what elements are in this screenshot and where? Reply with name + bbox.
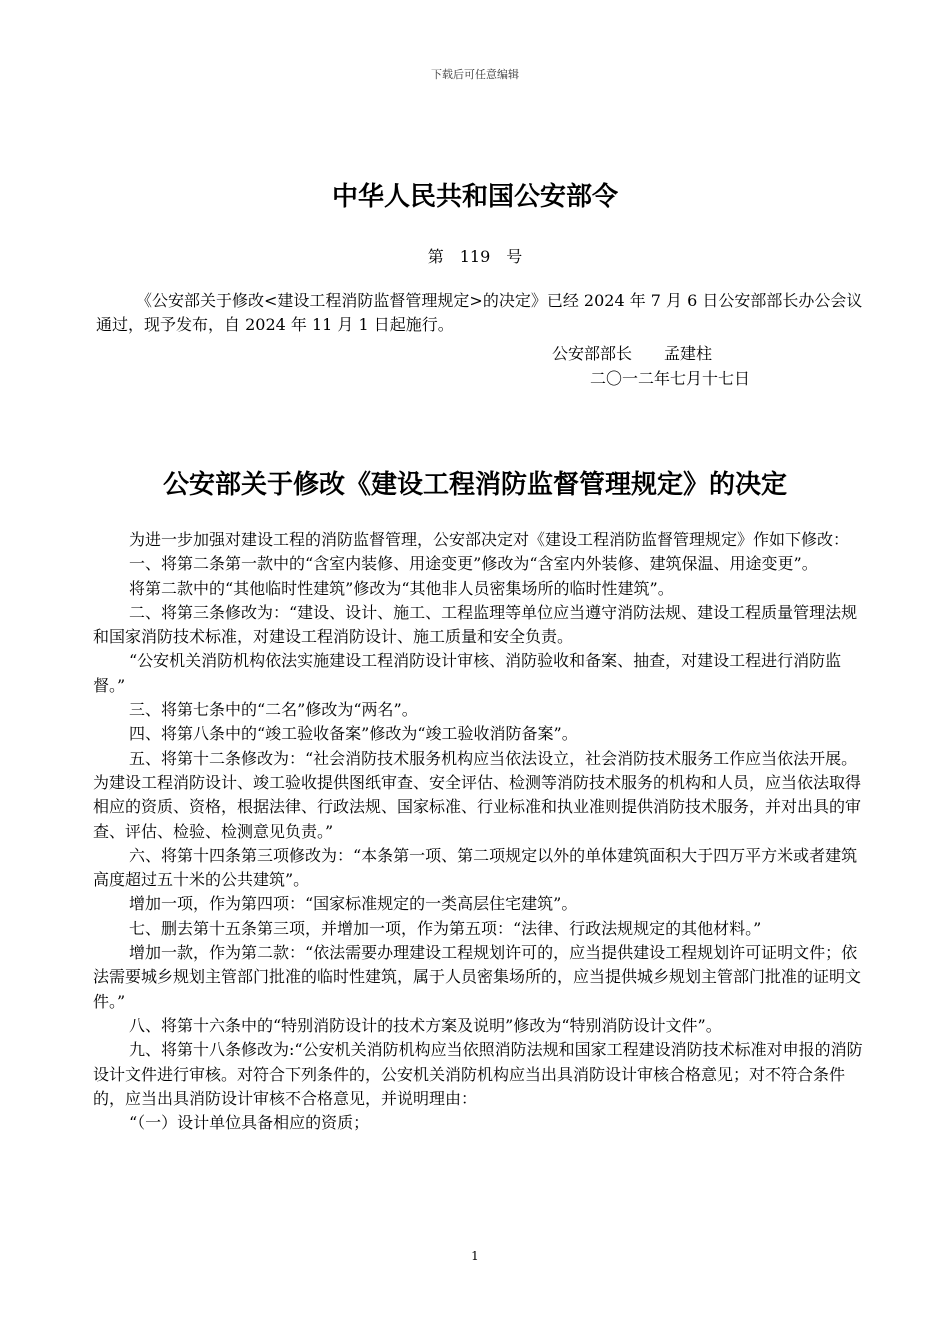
paragraph: 九、将第十八条修改为:“公安机关消防机构应当依照消防法规和国家工程建设消防技术标准对申报的消防设计文件进行审核。对符合下列条件的，公安机关消防机构应当出具消防设计审核合格意见；对不符合条件的，应当出具消防设计审核不合格意见，并说明理由： — [93, 1040, 863, 1108]
promulgation-text: 《公安部关于修改<建设工程消防监督管理规定>的决定》已经 2024 年 7 月 6 日公安部部长办公会议通过，现予发布，自 2024 年 11 月 1 日起施行。 — [96, 291, 863, 334]
decision-body — [93, 528, 871, 1135]
page-number: 1 — [471, 1249, 479, 1263]
paragraph: 六、将第十四条第三项修改为：“本条第一项、第二项规定以外的单体建筑面积大于四万平方米或者建筑高度超过五十米的公共建筑”。 — [93, 845, 858, 890]
paragraph: 七、删去第十五条第三项，并增加一项，作为第五项：“法律、行政法规规定的其他材料。” — [129, 918, 762, 938]
paragraph: 五、将第十二条修改为：“社会消防技术服务机构应当依法设立，社会消防技术服务工作应当依法开展。为建设工程消防设计、竣工验收提供图纸审查、安全评估、检测等消防技术服务的机构和人员，应当依法取得相应的资质、资格，根据法律、行政法规、国家标准、行业标准和执业准则提供消防技术服务，并对出具的审查、评估、检验、检测意见负责。” — [93, 748, 862, 841]
paragraph: 三、将第七条中的“二名”修改为“两名”。 — [129, 700, 418, 720]
sign-date: 二〇一二年七月十七日 — [590, 369, 751, 388]
paragraph: 将第二款中的“其他临时性建筑”修改为“其他非人员密集场所的临时性建筑”。 — [129, 578, 674, 598]
order-title: 中华人民共和国公安部令 — [331, 182, 618, 212]
paragraph: “公安机关消防机构依法实施建设工程消防设计审核、消防验收和备案、抽查，对建设工程进行消防监督。” — [93, 651, 842, 695]
paragraph: 四、将第八条中的“竣工验收备案”修改为“竣工验收消防备案”。 — [129, 724, 578, 744]
paragraph: “（一）设计单位具备相应的资质； — [129, 1113, 370, 1133]
paragraph: 一、将第二条第一款中的“含室内装修、用途变更”修改为“含室内外装修、建筑保温、用途变更”。 — [129, 554, 818, 574]
header-note: 下载后可任意编辑 — [431, 68, 519, 81]
paragraph: 为进一步加强对建设工程的消防监督管理，公安部决定对《建设工程消防监督管理规定》作如下修改： — [129, 530, 850, 549]
paragraph: 八、将第十六条中的“特别消防设计的技术方案及说明”修改为“特别消防设计文件”。 — [129, 1015, 722, 1035]
paragraph: 二、将第三条修改为：“建设、设计、施工、工程监理等单位应当遵守消防法规、建设工程质量管理法规和国家消防技术标准，对建设工程消防设计、施工质量和安全负责。 — [93, 602, 858, 647]
paragraph: 增加一款，作为第二款：“依法需要办理建设工程规划许可的，应当提供建设工程规划许可证明文件；依法需要城乡规划主管部门批准的临时性建筑，属于人员密集场所的，应当提供城乡规划主管部门批准的证明文件。” — [93, 943, 862, 1011]
paragraph: 增加一项，作为第四项：“国家标准规定的一类高层住宅建筑”。 — [129, 894, 578, 914]
signer: 公安部部长 孟建柱 — [552, 344, 713, 363]
order-number: 第 119 号 — [427, 247, 523, 266]
decision-title: 公安部关于修改《建设工程消防监督管理规定》的决定 — [162, 470, 787, 500]
